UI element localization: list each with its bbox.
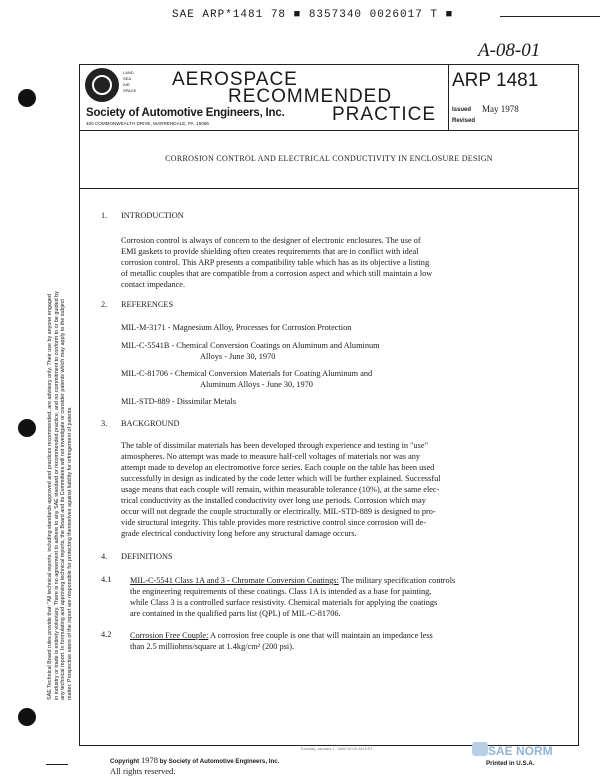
footer-rights: All rights reserved.: [110, 766, 176, 776]
issued-date: May 1978: [482, 104, 519, 114]
handwritten-number: A-08-01: [478, 40, 541, 61]
section-heading-background: 3. BACKGROUND: [101, 419, 180, 428]
reference-item: MIL-STD-889 - Dissimilar Metals: [121, 397, 236, 406]
title-aerospace: AEROSPACE: [172, 69, 298, 90]
title-recommended: RECOMMENDED: [228, 86, 393, 107]
reference-item: MIL-M-3171 - Magnesium Alloy, Processes for Corrosion Protection: [121, 323, 352, 332]
footer-faint-text: Tuesday, January 1, 1980 10:00 AM EST: [300, 746, 373, 751]
definition-4-1: MIL-C-5541 Class 1A and 3 - Chromate Conversion Coatings: The military specification controls the engineering requirements of these coatings. Class 1A is intended as a base for painting, while Class 3 is a controlled surface resistivity. Chemical materials for applying the coatings are contained in the qualified parts list (QPL) of MIL-C-81706.: [130, 576, 456, 618]
society-name: Society of Automotive Engineers, Inc.: [86, 107, 285, 119]
punch-hole-top: [18, 89, 36, 107]
reference-item: MIL-C-81706 - Chemical Conversion Materials for Coating Aluminum and Aluminum Alloys - June 30, 1970: [121, 369, 373, 389]
sae-logo-icon: [85, 68, 119, 102]
definition-4-2: Corrosion Free Couple: A corrosion free couple is one that will maintain an impedance less than 2.5 milliohms/square at 1.4kg/cm² (200 psi).: [130, 631, 433, 651]
header-vertical-divider: [448, 64, 449, 130]
title-practice: PRACTICE: [332, 104, 437, 125]
side-disclaimer: SAE Technical Board rules provide that: "All technical reports, including standards approved and practices recommended, are advisory only. Their use by anyone engaged in industry or trade is entirely voluntary. There is no agreement to adhere to any SAE standard or recommended practice, and no commitment to conform to or be guided by any technical report. In formulating and approving technical reports, the Board and its Committees will not investigate or consider patents which may apply to the subject matter. Prospective users of the report are responsible for protecting themselves against liability for infringement of patents.: [47, 291, 73, 700]
background-paragraph: The table of dissimilar materials has been developed through experience and testing in "use" atmospheres. No attempt was made to measure half-cell voltages of materials nor was any attempt made to develop an electromotive force series. Each couple on the table has been used successfully in design as indicated by the code letter which will be further explained. Successful usage means that each couple will remain, within measurable tolerance (10%), at the same elec- trical conductivity as the installed conductivity over long use periods. Corrosion which may occur will not degrade the couple structurally or electrically. MIL-STD-889 is designed to pro- vide structural integrity. This table provides more restrictive control since corrosion will de- grade electrical conductivity long before any structural damage occurs.: [121, 441, 441, 538]
definition-number-4-1: 4.1: [101, 575, 112, 584]
title-divider: [79, 188, 579, 189]
punch-hole-middle: [18, 419, 36, 437]
top-strip: SAE ARP*1481 78 ■ 8357340 0026017 T ■: [172, 9, 454, 21]
issued-label: Issued: [452, 107, 472, 113]
footer-copyright: Copyright 1978 by Society of Automotive Engineers, Inc.: [110, 755, 280, 765]
section-heading-references: 2. REFERENCES: [101, 300, 174, 309]
logo-words: LAND SEA AIR SPACE: [123, 70, 137, 93]
watermark-icon: [472, 742, 488, 756]
margin-mark: [46, 764, 68, 765]
revised-label: Revised: [452, 118, 476, 124]
section-heading-definitions: 4. DEFINITIONS: [101, 552, 173, 561]
definition-number-4-2: 4.2: [101, 630, 112, 639]
footer-printed: Printed in U.S.A.: [486, 760, 535, 767]
header-divider: [79, 130, 579, 131]
society-address: 400 COMMONWEALTH DRIVE, WARRENDALE, PA. 15096: [86, 121, 209, 126]
reference-item: MIL-C-5541B - Chemical Conversion Coatings on Aluminum and Aluminum Alloys - June 30, 1970: [121, 341, 380, 361]
introduction-paragraph: Corrosion control is always of concern to the designer of electronic enclosures. The use of EMI gaskets to provide shielding often creates requirements that are in conflict with ideal corrosion control. This ARP presents a compatibility table which has as its objective a listing of metallic couples that are compatible from a corrosion aspect and which still maintain a low contact impedance.: [121, 236, 433, 289]
document-title: CORROSION CONTROL AND ELECTRICAL CONDUCTIVITY IN ENCLOSURE DESIGN: [165, 154, 493, 163]
section-heading-introduction: 1. INTRODUCTION: [101, 211, 184, 220]
top-edge-mark: [500, 16, 600, 17]
punch-hole-bottom: [18, 708, 36, 726]
watermark-text: SAE NORM: [488, 744, 553, 758]
arp-number: ARP 1481: [452, 70, 539, 91]
